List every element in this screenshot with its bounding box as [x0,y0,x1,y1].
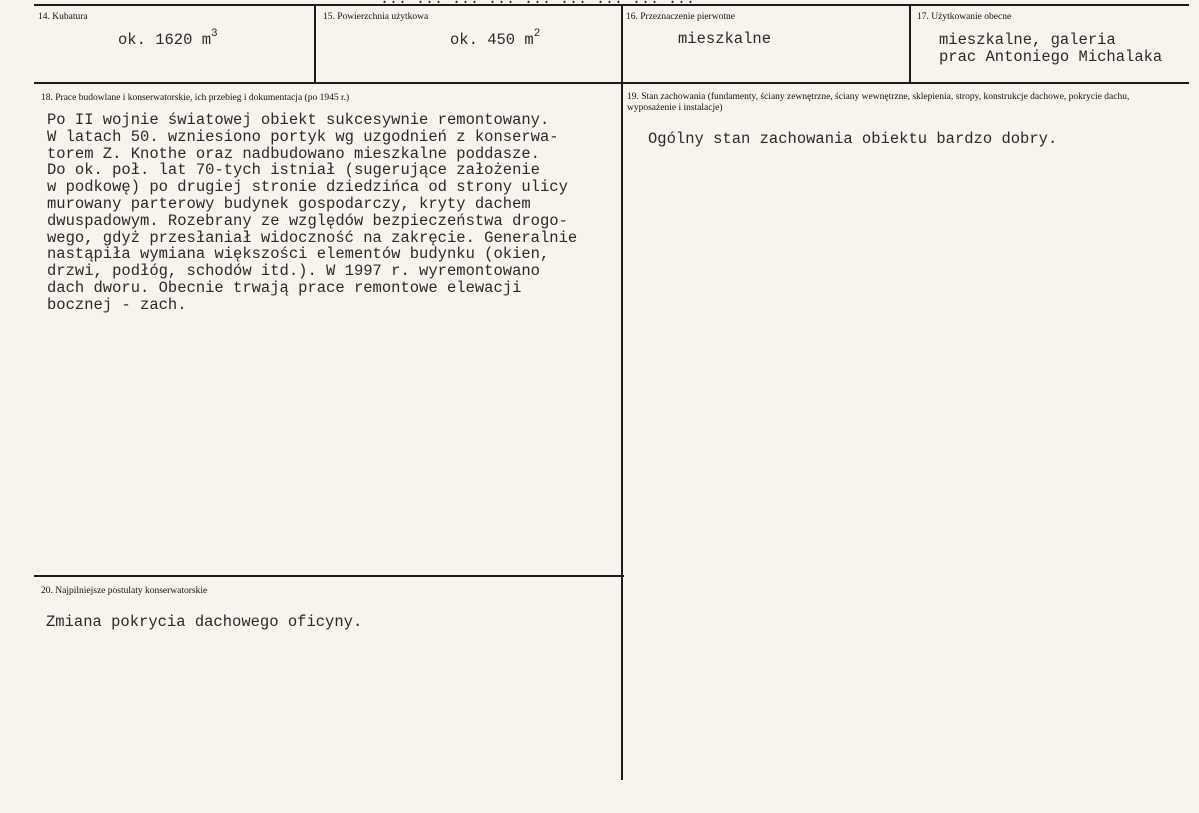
powierzchnia-value: ok. 450 $m^2$ [450,28,541,50]
uzytkowanie-value: mieszkalne, galeria prac Antoniego Michalaka [939,31,1163,66]
prace-value: Po II wojnie światowej obiekt sukcesywnie remontowany. W latach 50. wzniesiono portyk wg uzgodnień z konserwa- torem Z. Knothe oraz nadbudowano mieszkalne poddasze. Do ok. poł. lat 70-tych istniał (sugerujące założenie w podkowę) po drugiej stronie dziedzińca od strony ulicy murowany parterowy budynek gospodarczy, kryty dachem dwuspadowym. Rozebrany ze względów bezpieczeństwa drogo- wego, gdyż przesłaniał widoczność na zakręcie. Generalnie nastąpiła wymiana większości elementów budynku (okien, drzwi, podłóg, schodów itd.). W 1997 r. wyremontowano dach dworu. Obecnie trwają prace remontowe elewacji bocznej - zach. [47,111,578,314]
powierzchnia-label: 15. Powierzchnia użytkowa [323,12,429,22]
przeznaczenie-value: mieszkalne [678,30,772,48]
kubatura-unit-sup: 3 [211,28,218,40]
postulaty-value: Zmiana pokrycia dachowego oficyny. [46,613,363,631]
row1-bottom-rule [34,82,1189,84]
kubatura-label: 14. Kubatura [38,12,88,22]
divider-16-17 [909,4,911,84]
kubatura-value: ok. 1620 $m^3$ [118,28,218,50]
section20-top-rule [34,575,624,577]
stan-label: 19. Stan zachowania (fundamenty, ściany zewnętrzne, ściany wewnętrzne, sklepienia, stropy, konstrukcje dachowe, pokrycie dachu, wyposażenie i instalacje) [627,92,1130,113]
top-rule [34,4,1189,6]
prace-label: 18. Prace budowlane i konserwatorskie, ich przebieg i dokumentacja (po 1945 r.) [41,93,350,103]
stan-value: Ogólny stan zachowania obiektu bardzo dobry. [648,130,1058,148]
divider-15-16 [621,4,623,780]
divider-14-15 [314,4,316,84]
uzytkowanie-label: 17. Użytkowanie obecne [917,12,1012,22]
przeznaczenie-label: 16. Przeznaczenie pierwotne [626,12,735,22]
powierzchnia-unit-sup: 2 [533,28,541,40]
postulaty-label: 20. Najpilniejsze postulaty konserwatorskie [41,586,208,596]
